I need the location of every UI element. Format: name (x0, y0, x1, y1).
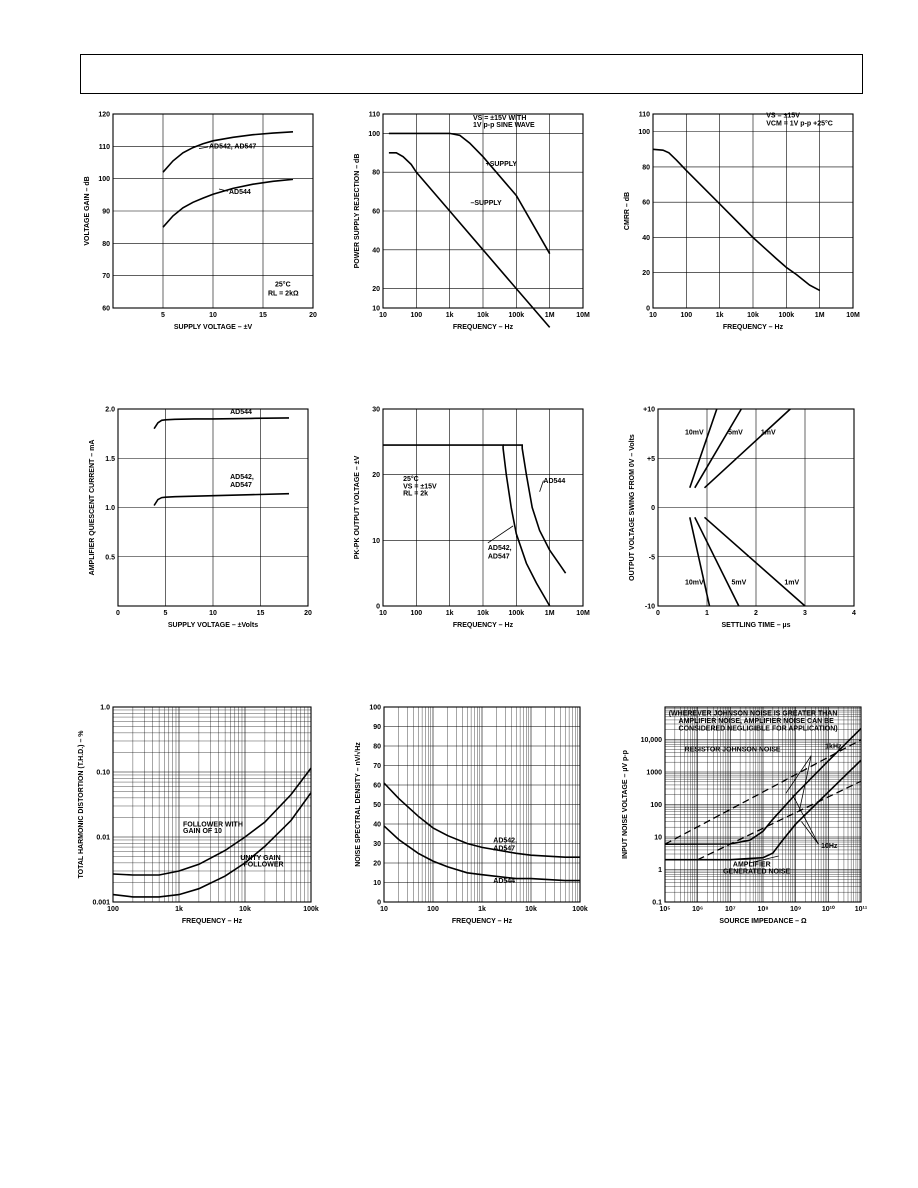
annotation-5mv: 5mV (731, 579, 747, 587)
y-tick-label: 1 (658, 867, 662, 874)
x-tick-label: 100k (778, 312, 795, 319)
annotation-amplifier: AMPLIFIER (732, 861, 771, 869)
annotation-1khz: 1kHz (825, 743, 842, 751)
y-tick-label: +5 (647, 455, 655, 463)
y-tick-label: 10 (372, 305, 380, 313)
header-box (80, 54, 863, 94)
y-tick-label: 100 (638, 129, 650, 137)
annotation-rl-2k: RL = 2kΩ (268, 290, 299, 298)
annotation-ad544: AD544 (543, 478, 566, 486)
y-tick-label: 100 (368, 130, 380, 138)
x-axis-label: FREQUENCY – Hz (452, 324, 514, 331)
annotation-ad542: AD542, (487, 545, 512, 553)
x-tick-label: 10 (380, 906, 388, 913)
x-axis-label: SUPPLY VOLTAGE – ±Volts (167, 622, 259, 629)
series-line-supply (389, 153, 550, 328)
y-tick-label: 80 (373, 743, 381, 751)
x-tick-label: 5 (163, 610, 168, 617)
y-tick-label: 10 (372, 537, 380, 545)
chart-thd (60, 695, 330, 935)
annotation-wherever-johnson-noise-is-greater-than: (WHEREVER JOHNSON NOISE IS GREATER THAN (668, 710, 838, 718)
x-tick-label: 10¹¹ (854, 906, 868, 913)
x-tick-label: 10M (576, 610, 590, 617)
y-tick-label: 10 (654, 834, 662, 842)
chart-input-noise-voltage (620, 695, 890, 935)
y-tick-label: 1000 (646, 769, 662, 777)
chart-noise-spectral-density (340, 695, 610, 935)
x-tick-label: 10k (747, 312, 759, 319)
x-tick-label: 10k (477, 312, 489, 319)
grid-lines (383, 114, 583, 308)
x-axis-label: SUPPLY VOLTAGE – ±V (173, 324, 253, 331)
y-axis-label: VOLTAGE GAIN – dB (84, 176, 91, 246)
y-tick-label: 1.5 (105, 455, 115, 463)
y-tick-label: 0 (377, 899, 381, 907)
x-tick-label: 100k (508, 610, 525, 617)
y-tick-label: -5 (648, 554, 655, 562)
x-tick-label: 100k (572, 906, 588, 913)
annotation-gain-of-10: GAIN OF 10 (183, 828, 222, 836)
annotation-vs-15v: VS = ±15V (403, 483, 437, 491)
y-tick-label: +10 (643, 406, 655, 414)
annotation-1mv: 1mV (760, 429, 776, 437)
x-tick-label: 10M (846, 312, 860, 319)
y-axis-label: OUTPUT VOLTAGE SWING FROM 0V – Volts (629, 434, 636, 581)
x-axis-label: SOURCE IMPEDANCE – Ω (719, 918, 807, 925)
y-tick-label: 20 (373, 860, 381, 868)
annotation-ad542: AD542, (230, 473, 254, 481)
series-line-ad544 (503, 445, 565, 573)
series-line-10mv (690, 517, 710, 606)
x-tick-label: 20 (304, 610, 312, 617)
annotation-follower-with: FOLLOWER WITH (183, 821, 243, 829)
annotation-ad547: AD547 (487, 553, 510, 561)
chart-power-supply-rejection (340, 100, 610, 350)
annotation-resistor-johnson-noise: RESISTOR JOHNSON NOISE (684, 746, 781, 754)
x-axis-label: FREQUENCY – Hz (452, 622, 514, 629)
annotation-vs-15v: VS = ±15V (766, 112, 800, 120)
y-tick-label: 30 (373, 841, 381, 848)
y-tick-label: 100 (98, 176, 110, 184)
series-line-cmrr (653, 149, 820, 290)
annotation-follower: FOLLOWER (243, 861, 284, 869)
x-tick-label: 1M (544, 312, 555, 319)
y-tick-label: 80 (372, 169, 380, 177)
x-tick-label: 100 (410, 610, 423, 617)
grid-lines (383, 409, 583, 606)
y-tick-label: 30 (372, 406, 380, 414)
y-tick-label: 80 (102, 240, 110, 248)
x-tick-label: 10 (209, 312, 217, 319)
grid-lines (118, 409, 308, 606)
series-line-ad544 (154, 418, 289, 429)
annotation-25-c: 25°C (275, 281, 291, 289)
annotation-leader (801, 821, 818, 844)
x-tick-label: 10⁸ (757, 906, 769, 913)
x-tick-label: 10k (477, 610, 489, 617)
y-tick-label: 0 (651, 505, 655, 512)
y-tick-label: 50 (373, 802, 381, 809)
y-axis-label: PK-PK OUTPUT VOLTAGE – ±V (354, 455, 361, 560)
x-tick-label: 3 (803, 610, 807, 617)
annotation-1mv: 1mV (784, 579, 800, 587)
x-tick-label: 10¹⁰ (821, 906, 835, 913)
annotation-amplifier-noise-amplifier-noise-can-be: AMPLIFIER NOISE, AMPLIFIER NOISE CAN BE (678, 718, 834, 726)
y-tick-label: 70 (373, 763, 381, 770)
x-tick-label: 2 (754, 610, 758, 617)
x-axis-label: FREQUENCY – Hz (722, 324, 784, 331)
y-tick-label: 40 (373, 821, 381, 829)
annotation-ad542-ad547: AD542, AD547 (209, 143, 257, 151)
y-tick-label: 90 (102, 208, 110, 216)
annotation-ad544: AD544 (230, 408, 252, 416)
y-tick-label: 20 (372, 472, 380, 480)
annotation-10mv: 10mV (684, 579, 704, 587)
annotation-vs-15v-with: VS = ±15V WITH (472, 114, 527, 122)
x-tick-label: 100k (303, 906, 319, 913)
x-tick-label: 100 (107, 906, 119, 913)
y-tick-label: 0.5 (105, 554, 115, 562)
series-line-1mv (705, 517, 806, 606)
x-tick-label: 15 (256, 610, 265, 617)
annotation-considered-negligible-for-application: CONSIDERED NEGLIGIBLE FOR APPLICATION) (678, 725, 838, 733)
x-tick-label: 10 (379, 312, 387, 319)
x-tick-label: 100 (410, 312, 423, 319)
x-tick-label: 1k (445, 312, 454, 319)
grid-lines (384, 707, 580, 902)
series-line-supply (389, 133, 550, 253)
x-axis-label: FREQUENCY – Hz (451, 918, 513, 925)
x-tick-label: 1k (715, 312, 724, 319)
x-axis-label: FREQUENCY – Hz (181, 918, 243, 925)
y-tick-label: 90 (373, 724, 381, 731)
y-tick-label: 60 (372, 208, 380, 216)
chart-pkpk-output-voltage (340, 395, 610, 645)
x-tick-label: 10 (209, 610, 217, 617)
y-tick-label: 40 (372, 247, 380, 255)
annotation-supply: –SUPPLY (470, 199, 502, 207)
annotation-unity-gain: UNITY GAIN (240, 855, 281, 863)
y-tick-label: 20 (642, 270, 650, 278)
x-tick-label: 1M (814, 312, 825, 319)
x-tick-label: 1k (478, 906, 486, 913)
y-axis-label: INPUT NOISE VOLTAGE – µV p-p (622, 750, 629, 859)
y-tick-label: 0.10 (96, 769, 110, 777)
y-axis-label: AMPLIFIER QUIESCENT CURRENT – mA (89, 439, 96, 576)
x-tick-label: 10 (379, 610, 387, 617)
y-axis-label: CMRR – dB (624, 191, 631, 231)
x-tick-label: 4 (852, 610, 856, 617)
series-line-5mv (695, 517, 739, 606)
annotation-leader (199, 147, 208, 149)
x-tick-label: 0 (656, 610, 660, 617)
x-tick-label: 100 (680, 312, 693, 319)
y-tick-label: -10 (644, 603, 655, 611)
chart-cmrr (620, 100, 890, 350)
x-tick-label: 10 (649, 312, 657, 319)
annotation-10hz: 10Hz (821, 842, 838, 850)
y-tick-label: 70 (102, 273, 110, 281)
annotation-leader (540, 481, 544, 492)
x-tick-label: 100k (508, 312, 525, 319)
series-line-ad542-ad547 (154, 494, 289, 506)
y-tick-label: 60 (102, 305, 110, 313)
x-tick-label: 10k (239, 906, 251, 913)
annotation-rl-2k: RL = 2k (403, 490, 429, 498)
y-tick-label: 1.0 (100, 704, 110, 712)
y-tick-label: 20 (372, 286, 380, 294)
x-tick-label: 10⁵ (659, 906, 671, 913)
y-tick-label: 60 (373, 782, 381, 790)
series-line-ad542-ad547 (163, 132, 293, 172)
y-tick-label: 110 (638, 111, 650, 119)
x-tick-label: 10⁹ (790, 906, 802, 913)
annotation-10mv: 10mV (684, 429, 704, 437)
y-tick-label: 120 (98, 111, 110, 119)
y-tick-label: 100 (650, 802, 662, 809)
x-tick-label: 5 (161, 312, 165, 319)
annotation-vcm-1v-p-p-25-c: VCM = 1V p-p +25°C (766, 120, 833, 128)
y-tick-label: 1.0 (105, 505, 115, 512)
x-tick-label: 20 (309, 312, 317, 319)
series-line-10mv (690, 409, 717, 488)
x-tick-label: 10⁷ (724, 906, 736, 913)
x-tick-label: 10k (525, 906, 537, 913)
chart-quiescent-current (60, 395, 330, 645)
y-tick-label: 80 (642, 164, 650, 172)
y-axis-label: TOTAL HARMONIC DISTORTION (T.H.D.) – % (78, 730, 85, 879)
annotation-generated-noise: GENERATED NOISE (723, 868, 791, 876)
chart-voltage-gain (60, 100, 330, 350)
annotation-ad547: AD547 (493, 845, 516, 853)
x-tick-label: 1k (445, 610, 454, 617)
y-axis-label: NOISE SPECTRAL DENSITY – nV/√Hz (355, 742, 362, 867)
annotation-ad544: AD544 (493, 878, 516, 886)
annotation-ad542: AD542, (493, 837, 518, 845)
x-tick-label: 0 (116, 610, 120, 617)
x-tick-label: 1 (705, 610, 709, 617)
x-tick-label: 1M (544, 610, 555, 617)
y-tick-label: 60 (642, 199, 650, 207)
x-axis-label: SETTLING TIME – µs (721, 622, 791, 629)
x-tick-label: 10M (576, 312, 590, 319)
y-tick-label: 10,000 (640, 737, 662, 744)
annotation-1v-p-p-sine-wave: 1V p-p SINE WAVE (472, 122, 535, 130)
y-tick-label: 40 (642, 234, 650, 242)
series-line-ad542-ad547 (383, 445, 550, 606)
grid-lines (658, 409, 854, 606)
x-tick-label: 100 (427, 906, 439, 913)
y-tick-label: 110 (98, 143, 110, 151)
y-tick-label: 2.0 (105, 406, 115, 414)
y-axis-label: POWER SUPPLY REJECTION – dB (354, 153, 361, 269)
y-tick-label: 0.01 (96, 834, 110, 842)
x-tick-label: 10⁶ (692, 906, 704, 913)
y-tick-label: 0 (646, 305, 650, 313)
series-line-unity-gain-follower (113, 793, 311, 897)
x-tick-label: 1k (175, 906, 183, 913)
y-tick-label: 110 (368, 111, 380, 119)
annotation-supply: +SUPPLY (485, 160, 518, 168)
annotation-ad544: AD544 (229, 188, 251, 196)
y-tick-label: 0.001 (92, 899, 110, 907)
annotation-ad547: AD547 (230, 481, 252, 489)
series-line-ad544 (163, 179, 293, 227)
y-tick-label: 100 (369, 704, 381, 712)
y-tick-label: 0.1 (652, 899, 662, 907)
x-tick-label: 15 (259, 312, 267, 319)
annotation-5mv: 5mV (728, 429, 743, 437)
y-tick-label: 0 (376, 603, 380, 611)
annotation-25-c: 25°C (403, 476, 419, 484)
y-tick-label: 10 (373, 880, 381, 887)
grid-lines (653, 114, 853, 308)
chart-settling-time (620, 395, 890, 645)
